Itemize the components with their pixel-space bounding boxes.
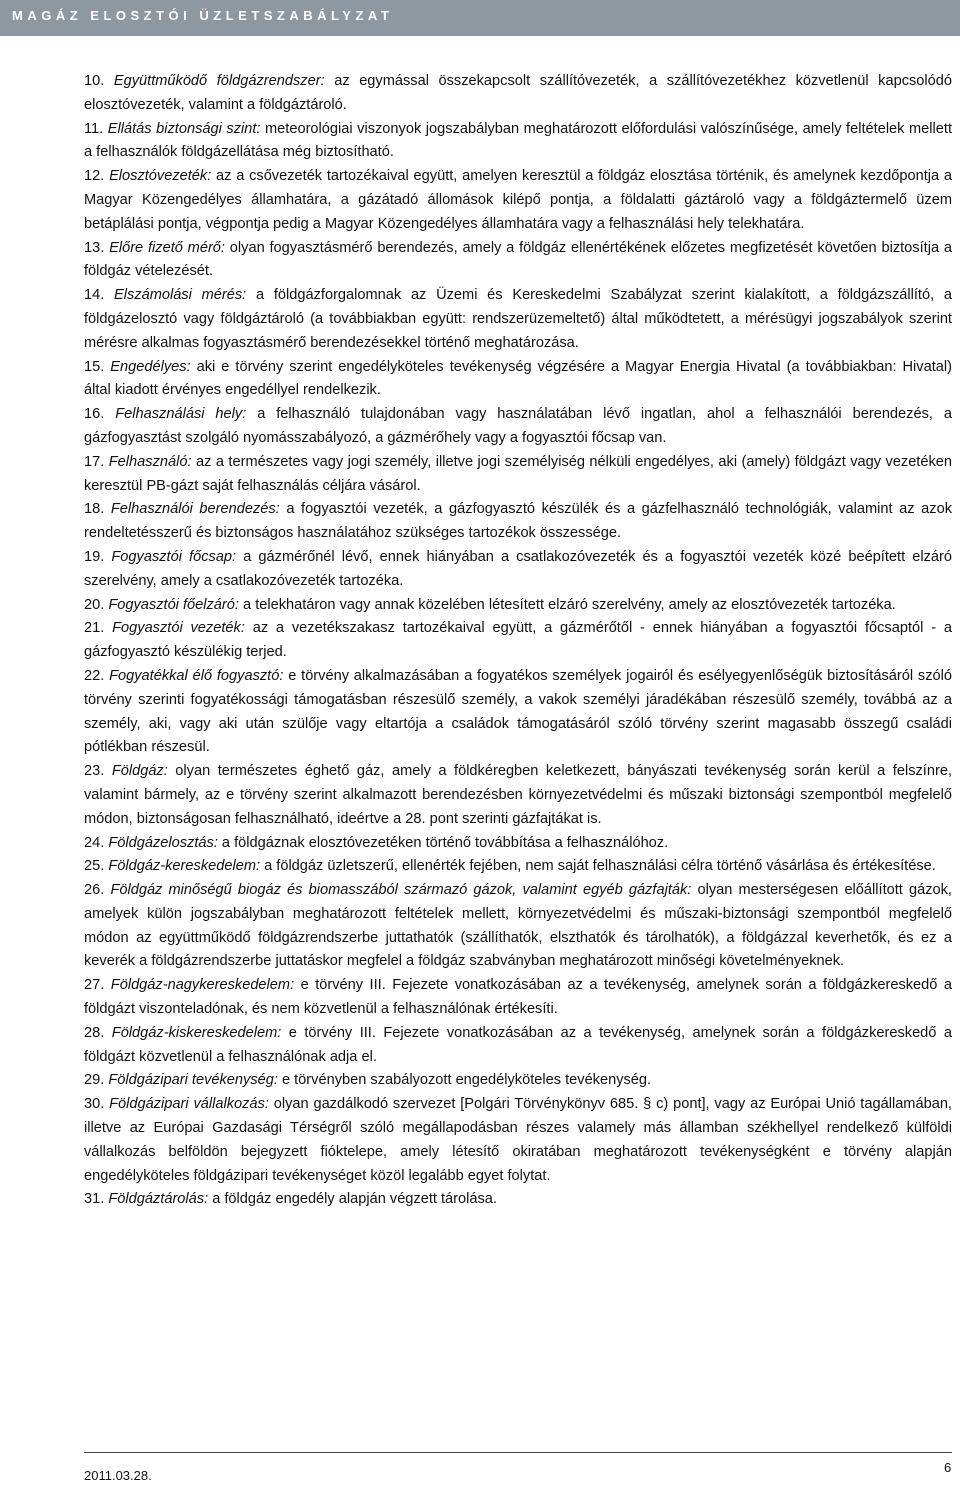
item-definition: a telekhatáron vagy annak közelében létesített elzáró szerelvény, amely az elosztóvezeték tartozéka. (238, 596, 896, 613)
definition-item (84, 451, 952, 499)
item-number: 31. (84, 1191, 105, 1208)
item-term: Fogyasztói főelzáró: (108, 596, 239, 613)
item-definition: a fogyasztói vezeték, a gázfogyasztó készülék és a gázfelhasználó technológiák, valamint az azok rendeltetésszerű és biztonságos használatához szükséges tartozékok összessége. (84, 501, 952, 542)
item-term: Földgázipari vállalkozás: (109, 1096, 269, 1113)
item-definition: az a vezetékszakasz tartozékaival együtt, a gázmérőtől - ennek hiányában a fogyasztói főcsaptól - a gázfogyasztó készülékig terjed. (84, 620, 952, 661)
item-number: 10. (84, 73, 105, 89)
document-title: MAGÁZ ELOSZTÓI ÜZLETSZABÁLYZAT (12, 8, 394, 23)
definition-item (84, 356, 952, 404)
item-term: Fogyasztói főcsap: (111, 548, 237, 565)
item-definition: a földgáz engedély alapján végzett tárolása. (208, 1191, 497, 1208)
item-definition: a földgáznak elosztóvezetéken történő továbbítása a felhasználóhoz. (217, 834, 669, 851)
item-definition: a gázmérőnél lévő, ennek hiányában a csatlakozóvezeték és a fogyasztói vezeték közé beépített elzáró szerelvény, amely a csatlakozóvezeték tartozéka. (84, 548, 952, 589)
item-definition: aki e törvény szerint engedélyköteles tevékenység végzésére a Magyar Energia Hivatal (a továbbiakban: Hivatal) által kiadott érvényes engedéllyel rendelkezik. (84, 358, 952, 399)
item-definition: e törvény III. Fejezete vonatkozásában az a tevékenység, amelynek során a földgázkereskedő a földgázt közvetlenül a felhasználónak adja el. (84, 1024, 953, 1065)
definition-item (84, 760, 952, 831)
item-definition: e törvényben szabályozott engedélyköteles tevékenység. (277, 1072, 652, 1089)
item-term: Elosztóvezeték: (109, 168, 212, 185)
item-term: Földgáz-kereskedelem: (108, 858, 261, 875)
item-definition: e törvény alkalmazásában a fogyatékos személyek jogairól és esélyegyenlőségük biztosításáról szóló törvény szerinti fogyatékossági támogatásban részesülő személy, a vakok személyi járadékában részesülő személy, továbbá az a személy, aki, vagy aki után szülője vagy eltartója a családok támogatásáról szóló törvény szerint magasabb összegű családi pótlékban részesül. (84, 667, 952, 756)
item-term: Ellátás biztonsági szint: (107, 120, 261, 137)
item-term: Földgáztárolás: (108, 1191, 209, 1208)
item-number: 17. (84, 453, 105, 470)
definition-item (84, 284, 952, 355)
item-definition: olyan gazdálkodó szervezet [Polgári Törvénykönyv 685. § c) pont], vagy az Európai Unió tagállamában, illetve az Európai Gazdasági Térségről szóló megállapodásban részes valamely más államban székhellyel rendelkező külföldi vállalkozás belföldön bejegyzett fióktelepe, amely létesítő okiratában meghatározott tevékenységként e törvény alapján engedélyköteles földgázipari tevékenységet közöl legalább egyet folytat. (84, 1096, 952, 1184)
item-number: 30. (84, 1096, 105, 1113)
definition-item (84, 70, 952, 118)
item-number: 22. (84, 667, 105, 684)
item-term: Földgáz minőségű biogáz és biomasszából származó gázok, valamint egyéb gázfajták: (110, 882, 692, 899)
definition-item (84, 1188, 952, 1212)
item-definition: a földgáz üzletszerű, ellenérték fejében, nem saját felhasználási célra történő vásárlása és értékesítése. (260, 858, 936, 875)
definition-item (84, 879, 952, 974)
item-term: Földgázipari tevékenység: (108, 1072, 278, 1089)
item-term: Földgázelosztás: (108, 834, 218, 851)
item-term: Engedélyes: (110, 358, 191, 375)
definition-item (84, 118, 952, 166)
definition-item (84, 855, 952, 879)
definition-item (84, 237, 952, 285)
definition-item (84, 1093, 952, 1188)
item-definition: meteorológiai viszonyok jogszabályban meghatározott előfordulási valószínűsége, amely feltételek mellett a felhasználók földgázellátása még biztosítható. (84, 120, 952, 161)
item-definition: az a csővezeték tartozékaival együtt, amelyen keresztül a földgáz elosztása történik, és amelynek kezdőpontja a Magyar Közengedélyes államhatára, a gázátadó állomások kilépő pontja, a földalatti gáztároló vagy a földgáztermelő üzem betáplálási pontja, végpontja pedig a Magyar Közengedélyes államhatára vagy a felhasználási hely telekhatára. (84, 168, 952, 232)
item-term: Felhasználási hely: (115, 406, 247, 423)
item-term: Elszámolási mérés: (114, 287, 247, 304)
item-term: Földgáz-kiskereskedelem: (111, 1024, 282, 1041)
item-term: Földgáz-nagykereskedelem: (110, 977, 295, 994)
item-number: 18. (84, 501, 105, 518)
definitions-list (84, 70, 952, 1212)
definition-item (84, 165, 952, 236)
item-term: Földgáz: (111, 763, 168, 780)
definition-item (84, 832, 952, 856)
item-number: 21. (84, 620, 105, 637)
definition-item (84, 594, 952, 618)
item-number: 28. (84, 1024, 105, 1041)
item-number: 24. (84, 834, 105, 851)
item-term: Fogyatékkal élő fogyasztó: (109, 667, 284, 684)
page-number: 6 (944, 1460, 952, 1475)
definition-item (84, 403, 952, 451)
item-number: 16. (84, 406, 105, 423)
item-number: 11. (84, 120, 104, 137)
footer-date: 2011.03.28. (84, 1468, 152, 1483)
item-number: 12. (84, 168, 105, 185)
item-term: Fogyasztói vezeték: (112, 620, 245, 637)
item-term: Felhasználó: (108, 453, 192, 470)
item-number: 19. (84, 548, 105, 565)
item-definition: a felhasználó tulajdonában vagy használatában lévő ingatlan, ahol a felhasználói berendezés, a gázfogyasztást szolgáló nyomásszabályozó, a gázmérőhely vagy a fogyasztói főcsap van. (84, 406, 952, 446)
item-number: 20. (84, 596, 105, 613)
item-number: 15. (84, 358, 105, 375)
item-number: 27. (84, 977, 105, 994)
footer-divider (84, 1452, 952, 1453)
item-number: 29. (84, 1072, 105, 1089)
item-number: 13. (84, 239, 105, 256)
item-definition: e törvény III. Fejezete vonatkozásában az a tevékenység, amelynek során a földgázkereskedő a földgázt viszonteladónak, és nem közvetlenül a felhasználónak értékesíti. (84, 977, 953, 1018)
item-term: Előre fizető mérő: (109, 239, 225, 256)
definition-item (84, 617, 952, 665)
definition-item (84, 974, 952, 1022)
definition-item (84, 546, 952, 594)
item-definition: az a természetes vagy jogi személy, illetve jogi személyiség nélküli engedélyes, aki (amely) földgázt vagy vezetéken keresztül PB-gázt saját felhasználás céljára vásárol. (84, 453, 953, 494)
item-definition: olyan mesterségesen előállított gázok, amelyek külön jogszabályban meghatározott feltételek mellett, környezetvédelmi és műszaki-biztonsági szempontból megfelelő módon az együttműködő földgázrendszerbe juttathatók (szállíthatók, elszthatók és tárolhatók), a földgázzal keverhetők, és ez a keverék a földgázrendszerbe juttatáskor megfelel a földgáz szabványban meghatározott minőségi követelményeknek. (84, 882, 952, 970)
definition-item (84, 1069, 952, 1093)
item-definition: olyan természetes éghető gáz, amely a földkéregben keletkezett, bányászati tevékenység során kerül a felszínre, valamint bármely, az e törvény szerint alkalmazott berendezésben környezetvédelmi és műszaki biztonsági szempontból megfelelő módon, biztonságosan felhasználható, ideértve a 28. pont szerinti gázfajtákat is. (84, 763, 952, 827)
item-number: 25. (84, 858, 105, 875)
item-number: 26. (84, 882, 105, 899)
item-term: Együttműködő földgázrendszer: (113, 73, 325, 89)
page-header (0, 0, 960, 36)
item-number: 23. (84, 763, 105, 780)
definition-item (84, 1022, 952, 1070)
item-definition: a földgázforgalomnak az Üzemi és Kereskedelmi Szabályzat szerint kialakított, a földgázszállító, a földgázelosztó vagy földgáztároló (a továbbiakban együtt: rendszerüzemeltető) által működtetett, a mérésügyi jogszabályok szerint mérésre alkalmas fogyasztásmérő berendezésekkel történő meghatározása. (84, 287, 952, 351)
item-definition: az egymással összekapcsolt szállítóvezeték, a szállítóvezetékhez közvetlenül kapcsolódó elosztóvezeték, valamint a földgáztároló. (84, 73, 952, 113)
definition-item (84, 498, 952, 546)
item-definition: olyan fogyasztásmérő berendezés, amely a földgáz ellenértékének előzetes megfizetését követően biztosítja a földgáz vételezését. (84, 239, 952, 280)
definition-item (84, 665, 952, 760)
item-term: Felhasználói berendezés: (110, 501, 280, 518)
item-number: 14. (84, 287, 105, 304)
